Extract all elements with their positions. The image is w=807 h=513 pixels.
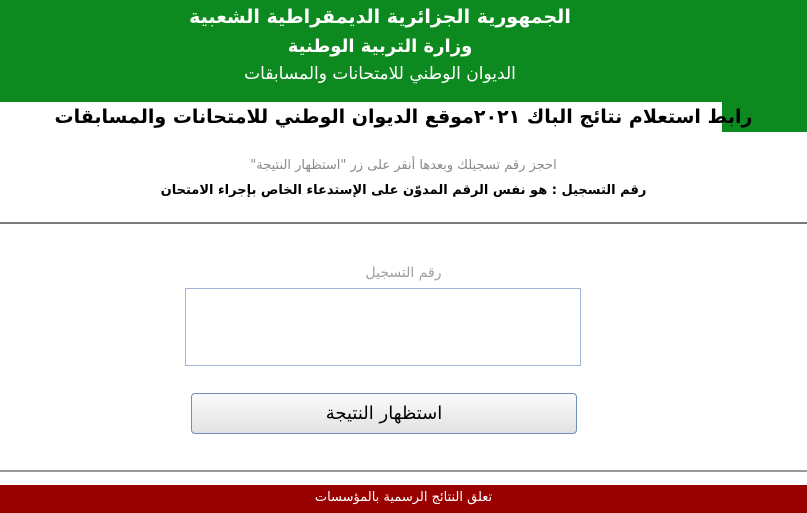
- footer-bar: [0, 485, 807, 513]
- ministry-title: وزارة التربية الوطنية: [287, 36, 473, 57]
- show-result-button[interactable]: استظهار النتيجة: [191, 393, 577, 434]
- divider-bottom: [0, 470, 807, 472]
- republic-title: الجمهورية الجزائرية الديمقراطية الشعبية: [189, 6, 571, 28]
- instruction-hint: احجز رقم تسجيلك وبعدها أنقر على زر "استظهار النتيجة": [250, 158, 557, 173]
- title-banner: [0, 102, 807, 132]
- divider-top: [0, 222, 807, 224]
- instructions: [0, 152, 807, 198]
- page-title: رابط استعلام نتائج الباك ٢٠٢١موقع الديوان الوطني للامتحانات والمسابقات: [54, 106, 753, 128]
- site-header: [0, 0, 807, 102]
- registration-number-input[interactable]: [185, 288, 581, 366]
- registration-note: رقم التسجيل : هو نفس الرقم المدوّن على الإستدعاء الخاص بإجراء الامتحان: [160, 183, 647, 198]
- registration-label: رقم التسجيل: [365, 265, 442, 281]
- footer-text: تعلق النتائج الرسمية بالمؤسسات: [314, 490, 493, 505]
- office-title: الديوان الوطني للامتحانات والمسابقات: [244, 64, 516, 84]
